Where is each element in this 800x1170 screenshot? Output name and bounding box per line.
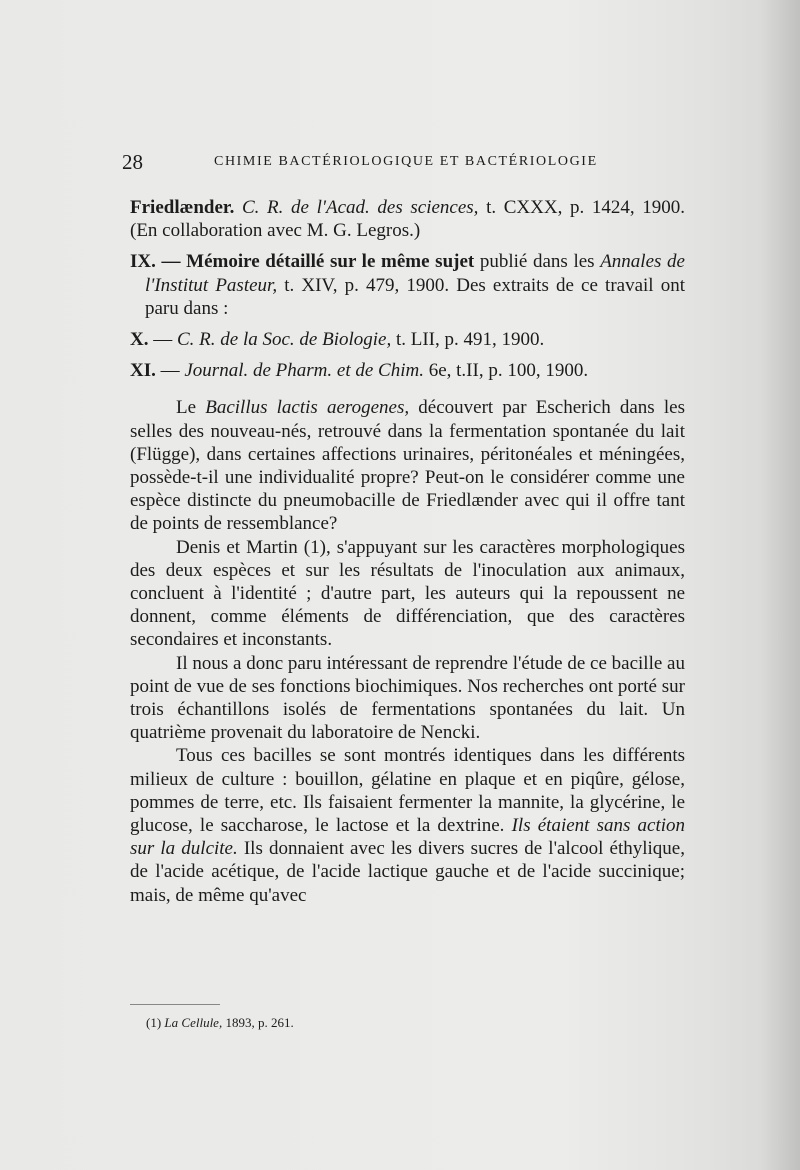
paragraph-text: Ils donnaient avec les divers sucres de l'alcool éthylique, de l'acide acétique, de l'acide lactique gauche et de l'acide succinique; mais, de même qu'avec bbox=[130, 838, 685, 906]
paragraph-text: Tous ces bacilles se sont montrés identiques dans les différents milieux de culture : bouillon, gélatine en plaque et en piqûre, gélose, pommes de terre, etc. Ils faisaient fermenter la mannite, la glycérine, le glucose, le saccharose, le lactose et la dextrine. bbox=[130, 745, 685, 837]
reference-lead: XI. bbox=[130, 360, 156, 382]
reference-text: publié dans les bbox=[474, 251, 601, 273]
paragraph-denis-martin: Denis et Martin (1), s'appuyant sur les caractères morphologiques des deux espèces et sur les résultats de l'inoculation aux animaux, concluent à l'identité ; d'autre part, les auteurs qui la repoussent ne donnent, comme éléments de différenciation, que des caractères secondaires et inconstants. bbox=[130, 536, 685, 651]
page-number: 28 bbox=[122, 150, 143, 174]
reference-details: 6e, t.II, p. 100, 1900. bbox=[423, 360, 589, 382]
footnote-details: 1893, p. 261. bbox=[222, 1015, 294, 1030]
body-text bbox=[130, 196, 685, 907]
paragraph-text: Le bbox=[176, 397, 206, 419]
reference-text: — bbox=[155, 360, 185, 382]
paragraph-bacillus bbox=[130, 396, 685, 535]
reference-journal: C. R. de la Soc. de Biologie, bbox=[176, 329, 392, 351]
reference-text: — bbox=[148, 329, 177, 351]
footnote-divider bbox=[130, 1004, 220, 1005]
reference-lead: Friedlænder. bbox=[130, 197, 235, 218]
footnote bbox=[146, 1015, 294, 1031]
reference-lead: X. bbox=[130, 329, 149, 351]
footnote-journal: La Cellule, bbox=[164, 1015, 223, 1030]
reference-details: t. XIV, p. 479, 1900. Des extraits de ce travail ont paru dans : bbox=[145, 274, 685, 319]
running-title: CHIMIE BACTÉRIOLOGIQUE ET BACTÉRIOLOGIE bbox=[214, 154, 598, 169]
reference-details: t. LII, p. 491, 1900. bbox=[391, 329, 545, 351]
reference-friedlaender bbox=[130, 196, 685, 242]
reference-lead: IX. — Mémoire détaillé sur le même sujet bbox=[130, 251, 475, 273]
paragraph-study: Il nous a donc paru intéressant de reprendre l'étude de ce bacille au point de vue de ses fonctions biochimiques. Nos recherches ont porté sur trois échantillons isolés de fermentations spontanées du lait. Un quatrième provenait du laboratoire de Nencki. bbox=[130, 652, 685, 744]
reference-details: t. CXXX, p. 1424, 1900. (En collaboration avec M. G. Legros.) bbox=[130, 197, 685, 242]
paragraph-cultures bbox=[130, 744, 685, 906]
page-header bbox=[122, 150, 687, 174]
paragraph-text: découvert par Escherich dans les selles des nouveau-nés, retrouvé dans la fermentation spontanée du lait (Flügge), dans certaines affections urinaires, péritonéales et méningées, possède-t-il une individualité propre? Peut-on le considérer comme une espèce distincte du pneumobacille de Friedlænder avec qui il offre tant de points de ressemblance? bbox=[130, 397, 685, 535]
page-edge-shadow bbox=[760, 0, 800, 1170]
footnote-marker: (1) bbox=[146, 1015, 162, 1030]
reference-journal: Annales de l'Institut Pasteur, bbox=[145, 251, 685, 296]
species-name: Bacillus lactis aerogenes, bbox=[205, 397, 410, 419]
reference-xi bbox=[130, 359, 685, 382]
emphasis-text: Ils étaient sans action sur la dulcite. bbox=[130, 815, 686, 860]
reference-journal: C. R. de l'Acad. des sciences, bbox=[241, 197, 479, 218]
reference-ix bbox=[130, 250, 685, 320]
reference-x bbox=[130, 328, 685, 351]
reference-journal: Journal. de Pharm. et de Chim. bbox=[184, 360, 424, 382]
